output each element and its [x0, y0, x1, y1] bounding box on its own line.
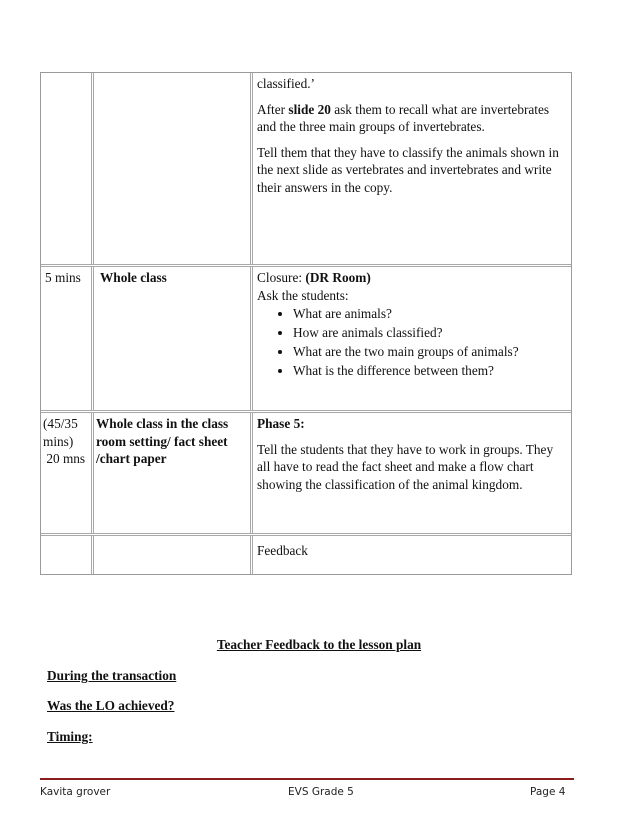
activity-text: classified.’	[257, 76, 315, 91]
activity-text: Tell them that they have to classify the animals shown in the next slide as vertebrates and invertebrates and write their answers in the copy.	[257, 144, 559, 195]
feedback-item: Was the LO achieved?	[47, 698, 175, 713]
slide-reference: slide 20	[288, 101, 331, 117]
table-row	[41, 264, 571, 410]
time-cell: 5 mins	[41, 267, 94, 410]
question-list	[257, 304, 567, 380]
activity-cell	[253, 413, 571, 533]
lesson-plan-table	[40, 72, 572, 575]
feedback-item: Timing:	[47, 729, 93, 744]
table-row	[41, 73, 571, 264]
list-item: • How are animals classified?	[293, 323, 567, 342]
feedback-item: During the transaction	[47, 668, 177, 683]
footer-author: Kavita grover	[40, 786, 111, 798]
setting-cell	[94, 73, 253, 264]
time-cell	[41, 536, 94, 574]
list-item: • What are the two main groups of animals?	[293, 342, 567, 361]
setting-cell	[94, 536, 253, 574]
list-item: • What is the difference between them?	[293, 361, 567, 380]
footer-page-number: Page 4	[530, 786, 566, 798]
table-row	[41, 533, 571, 574]
closure-heading: Closure: (DR Room)	[257, 270, 371, 285]
setting-cell: Whole class	[94, 267, 253, 410]
activity-text: Tell the students that they have to work in groups. They all have to read the fact sheet and make a flow chart showing the classification of the animal kingdom.	[257, 441, 554, 492]
footer-divider	[40, 778, 574, 780]
time-cell: (45/35 mins) 20 mns	[41, 413, 94, 533]
list-item: • What are animals?	[293, 304, 567, 323]
footer-subject: EVS Grade 5	[288, 786, 354, 798]
activity-cell	[253, 73, 571, 264]
ask-text: Ask the students:	[257, 287, 349, 303]
activity-text: After slide 20 ask them to recall what are invertebrates and the three main groups of invertebrates.	[257, 101, 550, 134]
setting-cell: Whole class in the class room setting/ fact sheet /chart paper	[94, 413, 253, 533]
feedback-heading: Teacher Feedback to the lesson plan	[216, 637, 422, 652]
activity-cell	[253, 267, 571, 410]
table-row	[41, 410, 571, 533]
activity-cell: Feedback	[257, 543, 308, 558]
phase-heading: Phase 5:	[257, 416, 305, 431]
time-cell	[41, 73, 94, 264]
